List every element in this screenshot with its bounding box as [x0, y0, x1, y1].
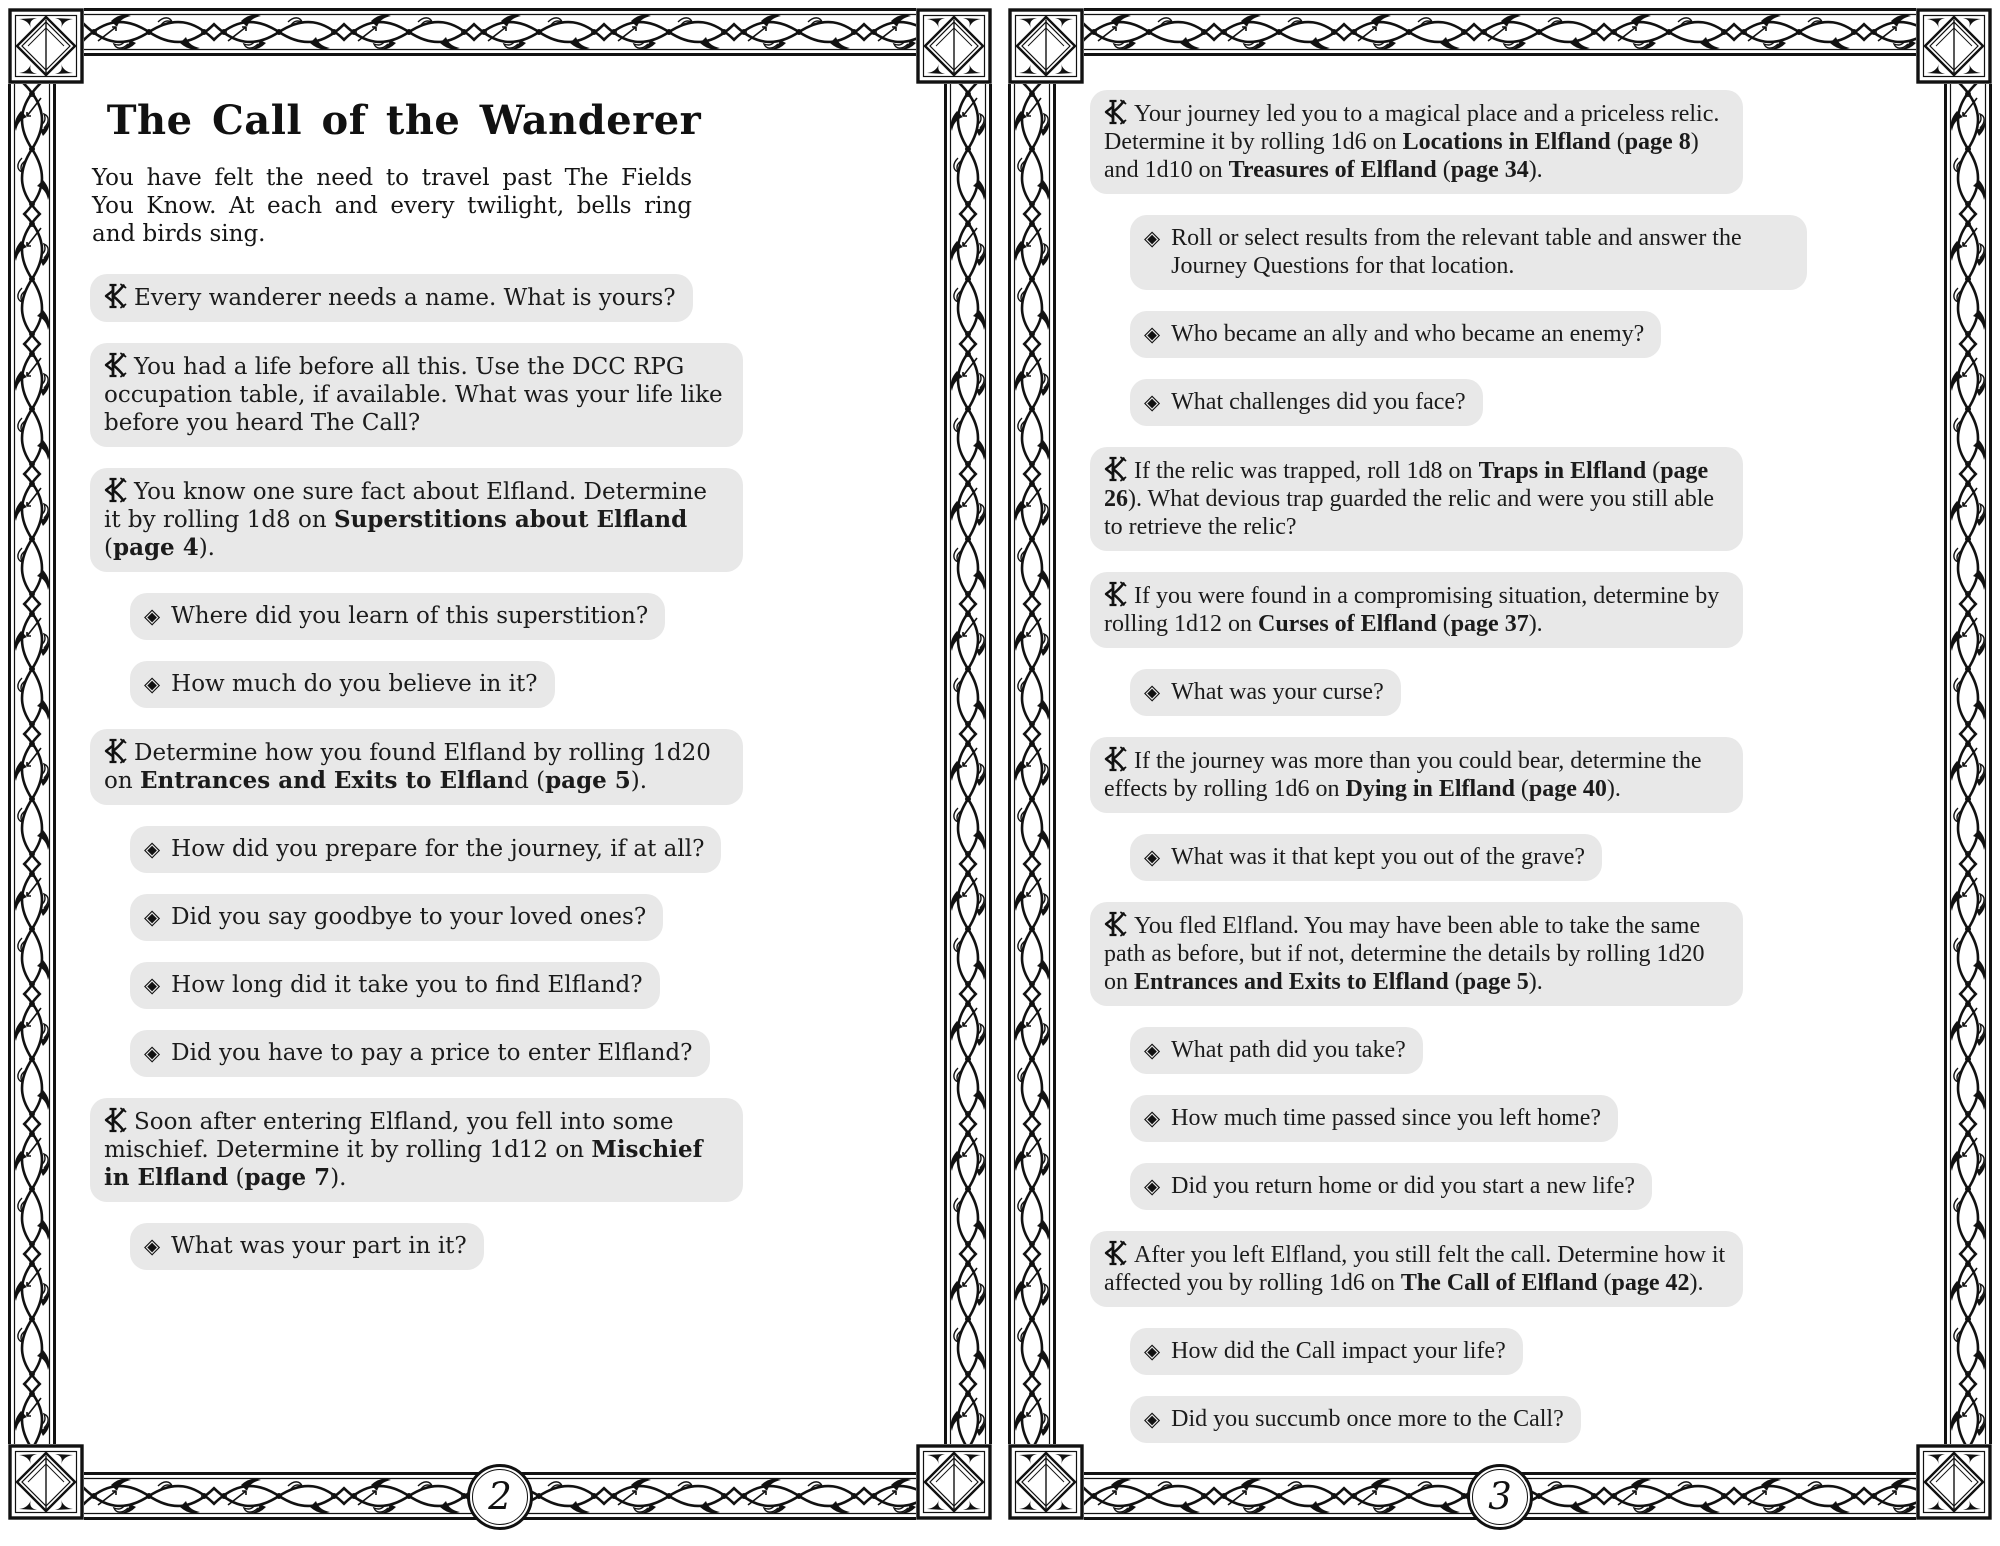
- prompt-text: What was your curse?: [1171, 679, 1384, 705]
- border-top: [1084, 8, 1916, 56]
- journey-question: [1130, 1095, 1618, 1142]
- prompt-text: You had a life before all this. Use the DCC RPG occupation table, if available. What was your life like before you heard The Call?: [104, 354, 723, 436]
- prompt-text: How much do you believe in it?: [171, 671, 538, 697]
- corner-ornament-book-icon: [8, 1444, 84, 1520]
- page-content: [84, 84, 916, 1444]
- journey-question: [1130, 311, 1661, 358]
- diamond-bullet-icon: ◈: [144, 672, 161, 696]
- prompt-text: Roll or select results from the relevant table and answer the Journey Questions for that location.: [1171, 225, 1742, 279]
- border-corner: [8, 1444, 84, 1520]
- page-right: [1000, 0, 2000, 1546]
- prompt-text: Did you have to pay a price to enter Elfland?: [171, 1040, 693, 1066]
- wanderer-arrow-icon: [1104, 581, 1127, 610]
- page-number: 2: [488, 1474, 512, 1518]
- diamond-bullet-icon: ◈: [1144, 680, 1161, 704]
- prompt-text: If the relic was trapped, roll 1d8 on Traps in Elfland (page 26). What devious trap guarded the relic and were you still able to retrieve the relic?: [1104, 458, 1715, 540]
- corner-ornament-book-icon: [8, 8, 84, 84]
- journey-question: [1130, 215, 1807, 290]
- journey-question: [130, 593, 665, 640]
- wanderer-arrow-icon: [1104, 746, 1127, 775]
- prompt-text: You know one sure fact about Elfland. Determine it by rolling 1d8 on Superstitions about Elfland (page 4).: [104, 479, 708, 561]
- journey-question: [130, 661, 555, 708]
- journey-prompt: [90, 343, 743, 447]
- page-title: The Call of the Wanderer: [106, 97, 702, 144]
- journey-question: [1130, 1328, 1523, 1375]
- prompt-text: Did you succumb once more to the Call?: [1171, 1406, 1564, 1432]
- diamond-bullet-icon: ◈: [1144, 1038, 1161, 1062]
- journey-prompt: [90, 729, 743, 805]
- prompt-text: Your journey led you to a magical place and a priceless relic. Determine it by rolling 1d6 on Locations in Elfland (page 8) and 1d10 on Treasures of Elfland (page 34).: [1104, 101, 1720, 183]
- diamond-bullet-icon: ◈: [1144, 226, 1161, 250]
- vine-border-ornament: [1008, 84, 1056, 1444]
- corner-ornament-book-icon: [916, 8, 992, 84]
- prompt-text: You fled Elfland. You may have been able to take the same path as before, but if not, determine the details by rolling 1d20 on Entrances and Exits to Elfland (page 5).: [1104, 913, 1705, 995]
- border-corner: [1008, 8, 1084, 84]
- prompt-text: Who became an ally and who became an enemy?: [1171, 321, 1645, 347]
- corner-ornament-book-icon: [1916, 8, 1992, 84]
- journey-question: [1130, 1163, 1652, 1210]
- journey-question: [1130, 669, 1401, 716]
- ornate-border-frame: [1008, 8, 1992, 1520]
- bullet-list: [1090, 90, 1906, 1443]
- journey-prompt: [90, 1098, 743, 1202]
- prompt-text: If you were found in a compromising situation, determine by rolling 1d12 on Curses of Elfland (page 37).: [1104, 583, 1720, 637]
- journey-question: [130, 962, 660, 1009]
- diamond-bullet-icon: ◈: [1144, 845, 1161, 869]
- wanderer-arrow-icon: [104, 283, 127, 312]
- journey-prompt: [1090, 572, 1743, 648]
- border-corner: [1008, 1444, 1084, 1520]
- diamond-bullet-icon: ◈: [144, 1041, 161, 1065]
- diamond-bullet-icon: ◈: [1144, 1407, 1161, 1431]
- prompt-text: After you left Elfland, you still felt the call. Determine how it affected you by rolling 1d6 on The Call of Elfland (page 42).: [1104, 1242, 1726, 1296]
- wanderer-arrow-icon: [1104, 456, 1127, 485]
- journey-question: [1130, 1396, 1581, 1443]
- vine-border-ornament: [1084, 8, 1916, 56]
- journey-prompt: [90, 274, 693, 322]
- border-corner: [1916, 1444, 1992, 1520]
- prompt-text: Determine how you found Elfland by rolling 1d20 on Entrances and Exits to Elfland (page 5).: [104, 740, 711, 794]
- prompt-text: How long did it take you to find Elfland?: [171, 972, 643, 998]
- corner-ornament-book-icon: [1008, 8, 1084, 84]
- journey-prompt: [1090, 447, 1743, 551]
- journey-prompt: [90, 468, 743, 572]
- border-top: [84, 8, 916, 56]
- vine-border-ornament: [1944, 84, 1992, 1444]
- page-content: [1084, 84, 1916, 1444]
- vine-border-ornament: [944, 84, 992, 1444]
- diamond-bullet-icon: ◈: [1144, 1339, 1161, 1363]
- wanderer-arrow-icon: [1104, 911, 1127, 940]
- diamond-bullet-icon: ◈: [1144, 1174, 1161, 1198]
- border-right: [944, 84, 992, 1444]
- prompt-text: Did you return home or did you start a new life?: [1171, 1173, 1636, 1199]
- border-left: [1008, 84, 1056, 1444]
- border-left: [8, 84, 56, 1444]
- diamond-bullet-icon: ◈: [1144, 1106, 1161, 1130]
- corner-ornament-book-icon: [1916, 1444, 1992, 1520]
- border-corner: [1916, 8, 1992, 84]
- bullet-list: [90, 274, 906, 1270]
- prompt-text: If the journey was more than you could bear, determine the effects by rolling 1d6 on Dying in Elfland (page 40).: [1104, 748, 1702, 802]
- journey-question: [130, 1223, 484, 1270]
- page-number-badge: [1467, 1464, 1533, 1530]
- wanderer-arrow-icon: [104, 1107, 127, 1136]
- prompt-text: How much time passed since you left home?: [1171, 1105, 1602, 1131]
- intro-paragraph: You have felt the need to travel past The Fields You Know. At each and every twilight, bells ring and birds sing.: [92, 165, 692, 247]
- diamond-bullet-icon: ◈: [144, 905, 161, 929]
- journey-prompt: [1090, 1231, 1743, 1307]
- journey-question: [130, 1030, 710, 1077]
- corner-ornament-book-icon: [1008, 1444, 1084, 1520]
- border-right: [1944, 84, 1992, 1444]
- journey-question: [1130, 834, 1602, 881]
- journey-question: [1130, 379, 1483, 426]
- vine-border-ornament: [8, 84, 56, 1444]
- journey-prompt: [1090, 902, 1743, 1006]
- diamond-bullet-icon: ◈: [144, 973, 161, 997]
- prompt-text: What path did you take?: [1171, 1037, 1406, 1063]
- journey-question: [130, 826, 721, 873]
- prompt-text: What was your part in it?: [171, 1233, 467, 1259]
- journey-prompt: [1090, 737, 1743, 813]
- diamond-bullet-icon: ◈: [1144, 390, 1161, 414]
- ornate-border-frame: [8, 8, 992, 1520]
- border-corner: [8, 8, 84, 84]
- wanderer-arrow-icon: [1104, 99, 1127, 128]
- diamond-bullet-icon: ◈: [144, 604, 161, 628]
- page-number-badge: [467, 1464, 533, 1530]
- prompt-text: How did the Call impact your life?: [1171, 1338, 1506, 1364]
- prompt-text: Where did you learn of this superstition?: [171, 603, 649, 629]
- prompt-text: How did you prepare for the journey, if at all?: [171, 836, 705, 862]
- prompt-text: Every wanderer needs a name. What is yours?: [134, 285, 676, 311]
- corner-ornament-book-icon: [916, 1444, 992, 1520]
- page-number: 3: [1488, 1474, 1512, 1518]
- wanderer-arrow-icon: [104, 738, 127, 767]
- diamond-bullet-icon: ◈: [144, 837, 161, 861]
- prompt-text: Soon after entering Elfland, you fell into some mischief. Determine it by rolling 1d12 on Mischief in Elfland (page 7).: [104, 1109, 703, 1191]
- border-corner: [916, 1444, 992, 1520]
- diamond-bullet-icon: ◈: [1144, 322, 1161, 346]
- journey-question: [130, 894, 663, 941]
- wanderer-arrow-icon: [104, 352, 127, 381]
- journey-prompt: [1090, 90, 1743, 194]
- prompt-text: What challenges did you face?: [1171, 389, 1466, 415]
- diamond-bullet-icon: ◈: [144, 1234, 161, 1258]
- wanderer-arrow-icon: [1104, 1240, 1127, 1269]
- border-corner: [916, 8, 992, 84]
- prompt-text: What was it that kept you out of the grave?: [1171, 844, 1586, 870]
- wanderer-arrow-icon: [104, 477, 127, 506]
- journey-question: [1130, 1027, 1423, 1074]
- prompt-text: Did you say goodbye to your loved ones?: [171, 904, 647, 930]
- vine-border-ornament: [84, 8, 916, 56]
